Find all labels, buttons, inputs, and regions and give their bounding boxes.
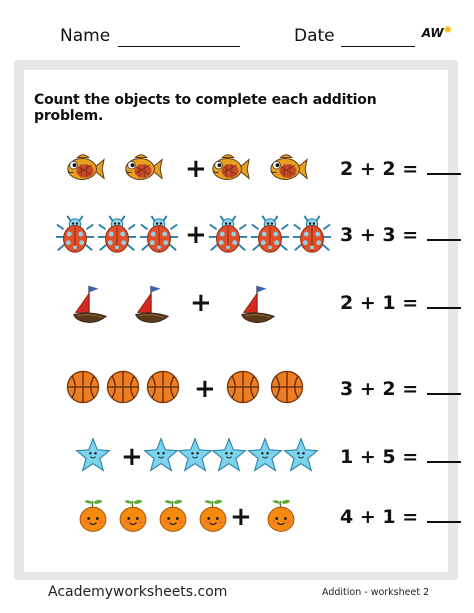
plus-sign: + (190, 288, 212, 318)
basketball-icon (224, 368, 266, 410)
footer-site: Academyworksheets.com (48, 584, 228, 600)
starfish-icon (282, 436, 324, 478)
equation-text: 2 + 2 = (340, 158, 419, 180)
equation (340, 216, 461, 254)
problem-row (24, 436, 448, 486)
equation-text: 1 + 5 = (340, 446, 419, 468)
ladybug-icon (291, 214, 333, 256)
answer-blank[interactable] (427, 291, 461, 309)
ladybug-icon (207, 214, 249, 256)
equation-text: 4 + 1 = (340, 506, 419, 528)
plus-sign: + (230, 502, 252, 532)
plus-sign: + (185, 220, 207, 250)
problem-row (24, 214, 448, 264)
problem-row (24, 368, 448, 418)
instruction-text: Count the objects to complete each addition problem. (34, 92, 377, 124)
name-blank-line[interactable] (118, 46, 240, 47)
sailboat-icon (130, 282, 172, 324)
sailboat-icon (68, 282, 110, 324)
equation (340, 498, 461, 536)
equation-text: 2 + 1 = (340, 292, 419, 314)
plus-sign: + (121, 442, 143, 472)
worksheet-header (0, 22, 474, 52)
equation (340, 284, 461, 322)
basketball-icon (268, 368, 310, 410)
date-label: Date (294, 26, 335, 46)
equation-text: 3 + 3 = (340, 224, 419, 246)
ladybug-icon (54, 214, 96, 256)
plus-sign: + (185, 154, 207, 184)
answer-blank[interactable] (427, 445, 461, 463)
basketball-icon (144, 368, 186, 410)
problem-row (24, 496, 448, 546)
fish-icon (64, 148, 106, 190)
academy-logo: AW✺ (421, 25, 452, 40)
footer-worksheet-label: Addition - worksheet 2 (322, 587, 430, 598)
ladybug-icon (138, 214, 180, 256)
ladybug-icon (96, 214, 138, 256)
fish-icon (267, 148, 309, 190)
fish-icon (209, 148, 251, 190)
problem-row (24, 282, 448, 332)
ladybug-icon (249, 214, 291, 256)
orange-icon (74, 496, 116, 538)
sailboat-icon (236, 282, 278, 324)
fish-icon (122, 148, 164, 190)
date-blank-line[interactable] (341, 46, 415, 47)
starfish-icon (74, 436, 116, 478)
answer-blank[interactable] (427, 223, 461, 241)
answer-blank[interactable] (427, 157, 461, 175)
answer-blank[interactable] (427, 377, 461, 395)
problem-row (24, 148, 448, 198)
orange-icon (114, 496, 156, 538)
equation (340, 150, 461, 188)
orange-icon (154, 496, 196, 538)
plus-sign: + (194, 374, 216, 404)
equation (340, 370, 461, 408)
orange-icon (262, 496, 304, 538)
name-label: Name (60, 26, 111, 46)
basketball-icon (64, 368, 106, 410)
answer-blank[interactable] (427, 505, 461, 523)
basketball-icon (104, 368, 146, 410)
equation (340, 438, 461, 476)
equation-text: 3 + 2 = (340, 378, 419, 400)
